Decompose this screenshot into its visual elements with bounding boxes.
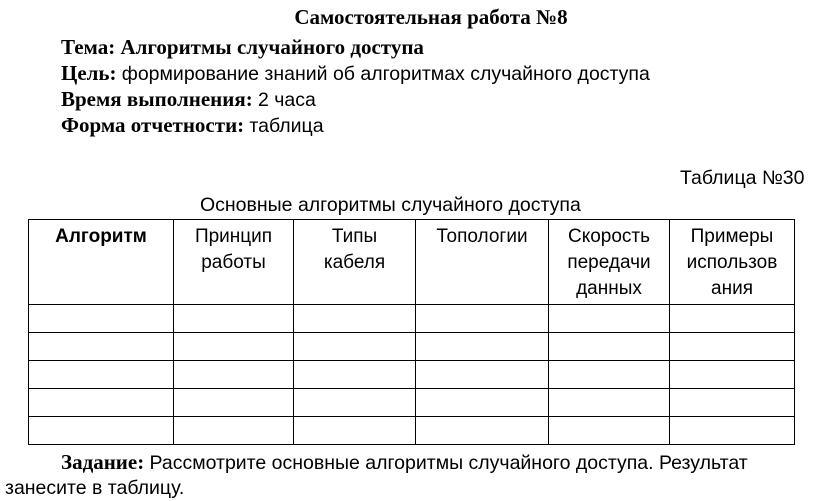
table-cell — [416, 361, 549, 389]
table-cell — [549, 333, 670, 361]
table-cell — [294, 305, 416, 333]
table-header-cell — [294, 220, 416, 305]
report-line — [61, 113, 324, 139]
report-label: Форма отчетности: — [61, 113, 245, 137]
table-cell — [29, 389, 174, 417]
table-header-cell — [416, 220, 549, 305]
header-line: ания — [711, 278, 753, 299]
topic-label: Тема: — [61, 35, 116, 59]
table-cell — [670, 361, 795, 389]
table-caption: Основные алгоритмы случайного доступа — [200, 194, 581, 216]
table-cell — [416, 305, 549, 333]
task-label: Задание: — [61, 450, 145, 474]
table-cell — [174, 305, 294, 333]
page-title: Самостоятельная работа №8 — [294, 5, 568, 29]
table-cell — [670, 417, 795, 445]
goal-label: Цель: — [61, 61, 117, 85]
table-cell — [549, 305, 670, 333]
header-line: Типы — [331, 226, 378, 247]
table-row — [29, 333, 795, 361]
table-cell — [174, 361, 294, 389]
task-text-line2: занесите в таблицу. — [5, 477, 185, 499]
table-cell — [174, 417, 294, 445]
table-header-cell — [29, 220, 174, 305]
table-cell — [294, 417, 416, 445]
table-cell — [416, 389, 549, 417]
table-header-cell — [549, 220, 670, 305]
header-line: работы — [201, 252, 266, 273]
table-header-row — [29, 220, 795, 305]
table-row — [29, 305, 795, 333]
table-cell — [29, 305, 174, 333]
header-line: передачи — [567, 252, 651, 273]
report-value: таблица — [249, 115, 324, 137]
table-header-cell — [174, 220, 294, 305]
table-row — [29, 417, 795, 445]
header-line: Примеры — [690, 226, 774, 247]
duration-label: Время выполнения: — [61, 87, 253, 111]
duration-value: 2 часа — [258, 89, 316, 111]
goal-line — [61, 61, 650, 87]
table-cell — [549, 389, 670, 417]
header-line: Скорость — [567, 226, 651, 247]
table-cell — [670, 333, 795, 361]
table-cell — [670, 305, 795, 333]
task-text-line1: Рассмотрите основные алгоритмы случайного доступа. Результат — [149, 452, 748, 474]
table-number: Таблица №30 — [680, 167, 805, 189]
table-cell — [294, 361, 416, 389]
table-header-cell — [670, 220, 795, 305]
header-line: кабеля — [323, 252, 386, 273]
header-line: Алгоритм — [55, 226, 147, 247]
header-line: Топологии — [436, 226, 528, 247]
header-line: Принцип — [194, 226, 273, 247]
table-cell — [294, 389, 416, 417]
table-cell — [29, 417, 174, 445]
table-row — [29, 389, 795, 417]
table-row — [29, 361, 795, 389]
algorithms-table — [28, 219, 795, 445]
goal-value: формирование знаний об алгоритмах случайного доступа — [121, 63, 650, 85]
table-cell — [416, 417, 549, 445]
table-cell — [549, 361, 670, 389]
table-cell — [174, 333, 294, 361]
task-line-1 — [61, 450, 748, 476]
table-cell — [670, 389, 795, 417]
duration-line — [61, 87, 316, 113]
table-cell — [416, 333, 549, 361]
table-cell — [29, 361, 174, 389]
header-line: использов — [686, 252, 778, 273]
topic-line — [61, 35, 424, 60]
table-cell — [29, 333, 174, 361]
table-cell — [549, 417, 670, 445]
table-cell — [294, 333, 416, 361]
table-cell — [174, 389, 294, 417]
header-line: данных — [576, 278, 642, 299]
topic-value: Алгоритмы случайного доступа — [120, 35, 424, 59]
